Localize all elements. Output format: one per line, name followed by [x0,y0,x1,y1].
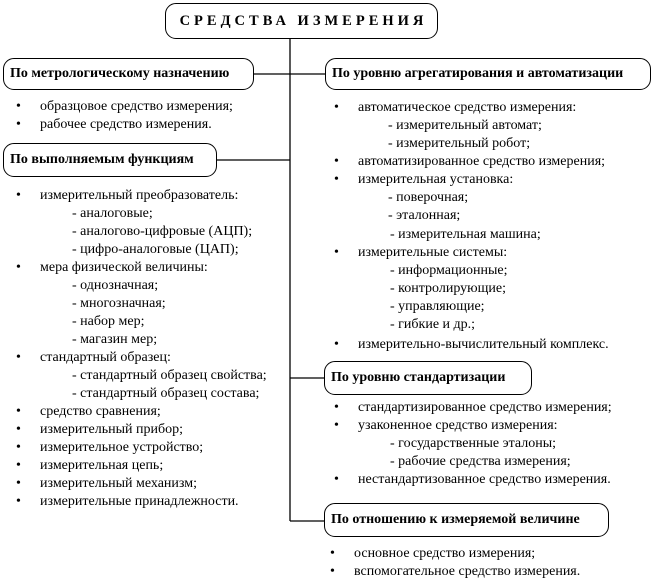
heading-metrological: По метрологическому назначению [3,58,254,90]
sub-item: - рабочие средства измерения; [390,453,571,471]
sub-item: - эталонная; [388,207,460,225]
list-item: • автоматизированное средство измерения; [358,153,605,171]
sub-item: - гибкие и др.; [390,316,475,334]
heading-functions: По выполняемым функциям [3,143,217,177]
sub-item: - поверочная; [388,189,468,207]
sub-item: - аналоговые; [72,205,153,223]
sub-item: - набор мер; [72,313,144,331]
list-item: • стандартизированное средство измерения; [358,399,612,417]
list-item: • образцовое средство измерения; [40,98,233,116]
list-item: • измерительно-вычислительный комплекс. [358,336,609,354]
heading-standardization: По уровню стандартизации [324,361,532,395]
list-item: • вспомогательное средство измерения. [354,563,580,581]
sub-item: - магазин мер; [72,331,157,349]
list-item: • измерительные принадлежности. [40,493,239,511]
sub-item: - аналогово-цифровые (АЦП); [72,223,252,241]
sub-item: - управляющие; [390,298,485,316]
list-item: • измерительный преобразователь: [40,187,238,205]
heading-relation: По отношению к измеряемой величине [324,503,609,537]
sub-item: - государственные эталоны; [390,435,556,453]
list-item: • мера физической величины: [40,259,208,277]
list-item: • основное средство измерения; [354,545,535,563]
heading-aggregation: По уровню агрегатирования и автоматизации [325,58,651,90]
sub-item: - многозначная; [72,295,166,313]
list-item: • нестандартизованное средство измерения. [358,471,611,489]
list-item: • измерительное устройство; [40,439,203,457]
sub-item: - измерительный автомат; [388,117,542,135]
list-item: • измерительный механизм; [40,475,197,493]
sub-item: - измерительная машина; [390,226,541,244]
list-item: • измерительная цепь; [40,457,163,475]
diagram-title: СРЕДСТВА ИЗМЕРЕНИЯ [165,3,438,39]
list-item: • измерительный прибор; [40,421,183,439]
list-item: • узаконенное средство измерения: [358,417,558,435]
sub-item: - стандартный образец состава; [72,385,259,403]
sub-item: - контролирующие; [390,280,506,298]
sub-item: - информационные; [390,262,507,280]
sub-item: - стандартный образец свойства; [72,367,267,385]
list-item: • рабочее средство измерения. [40,116,212,134]
list-item: • измерительная установка: [358,171,513,189]
list-item: • стандартный образец: [40,349,171,367]
list-item: • автоматическое средство измерения: [358,99,576,117]
sub-item: - однозначная; [72,277,158,295]
list-item: • средство сравнения; [40,403,161,421]
sub-item: - измерительный робот; [388,135,530,153]
list-item: • измерительные системы: [358,244,507,262]
sub-item: - цифро-аналоговые (ЦАП); [72,241,239,259]
